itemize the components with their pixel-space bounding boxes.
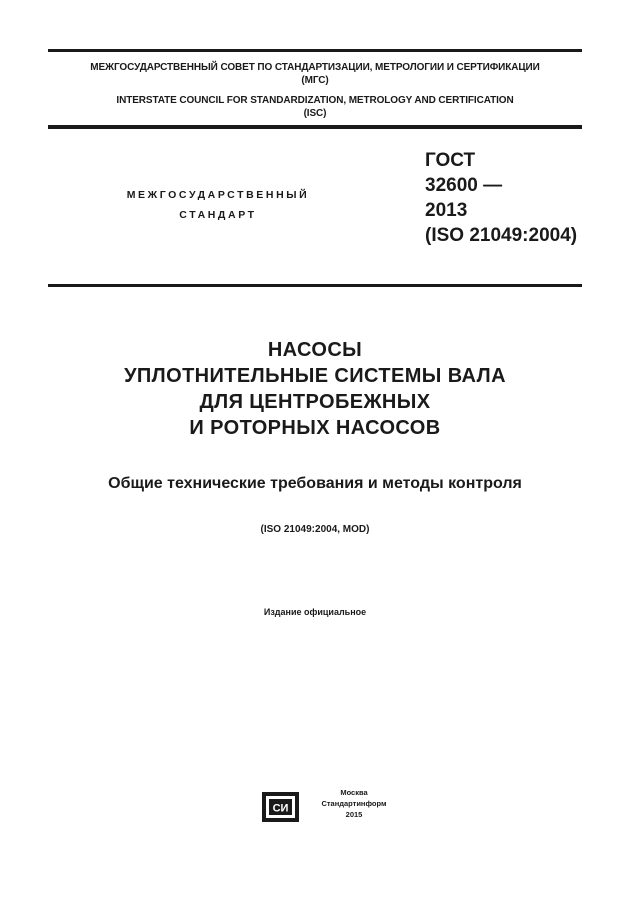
gost-line2: 32600 — (425, 175, 503, 196)
standard-kind (58, 185, 378, 225)
council-name-en (48, 94, 582, 120)
standard-kind-line2: СТАНДАРТ (179, 209, 257, 221)
gost-designation (425, 148, 577, 248)
iso-reference: (ISO 21049:2004, MOD) (260, 524, 370, 535)
title-rule (48, 284, 582, 287)
header-rule (48, 125, 582, 129)
document-subtitle: Общие технические требования и методы контроля (108, 475, 522, 492)
council-name-ru (48, 61, 582, 87)
council-ru-line2: (МГС) (301, 75, 329, 86)
publisher-info (304, 787, 404, 820)
gost-line1: ГОСТ (425, 150, 476, 171)
logo-letters: СИ (272, 802, 289, 815)
title-line1: НАСОСЫ (267, 339, 363, 361)
gost-line4: (ISO 21049:2004) (425, 225, 578, 246)
document-title (48, 337, 582, 441)
publisher-city: Москва (340, 788, 368, 797)
council-en-line2: (ISC) (303, 108, 327, 119)
standard-kind-line1: МЕЖГОСУДАРСТВЕННЫЙ (126, 189, 310, 201)
title-line4: И РОТОРНЫХ НАСОСОВ (189, 417, 441, 439)
gost-line3: 2013 (425, 200, 468, 221)
title-line2: УПЛОТНИТЕЛЬНЫЕ СИСТЕМЫ ВАЛА (124, 365, 506, 387)
edition-note: Издание официальное (263, 607, 367, 617)
council-ru-line1: МЕЖГОСУДАРСТВЕННЫЙ СОВЕТ ПО СТАНДАРТИЗАЦИИ, МЕТРОЛОГИИ И СЕРТИФИКАЦИИ (90, 62, 540, 73)
publisher-year: 2015 (345, 810, 363, 819)
standartinform-logo-icon (262, 792, 299, 822)
publisher-name: Стандартинформ (321, 799, 387, 808)
council-en-line1: INTERSTATE COUNCIL FOR STANDARDIZATION, METROLOGY AND CERTIFICATION (116, 95, 514, 106)
title-line3: ДЛЯ ЦЕНТРОБЕЖНЫХ (199, 391, 431, 413)
top-rule (48, 49, 582, 52)
